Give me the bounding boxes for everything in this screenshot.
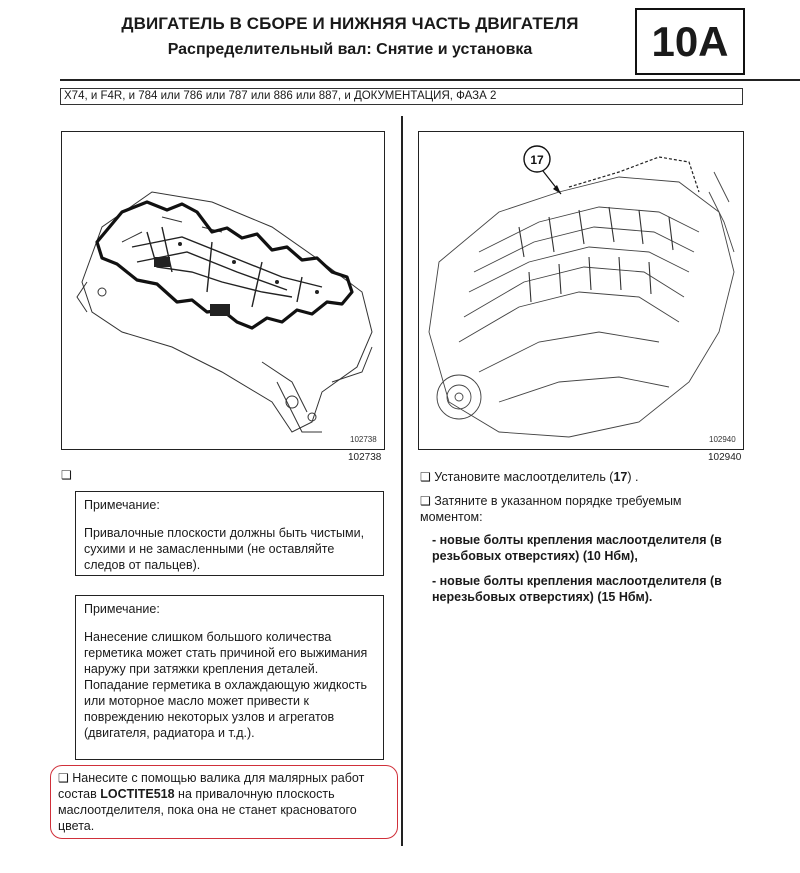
note-2-text: Нанесение слишком большого количества герметика может стать причиной его выжимания наружу при затяжки крепления деталей. Попадание герметика в охлаждающую жидкость или моторное масло может привести к повреждению некоторых узлов и агрегатов (двигателя, радиатора и т.д.). xyxy=(84,630,368,740)
callout-17-label: 17 xyxy=(530,153,544,167)
note-1-text: Привалочные плоскости должны быть чистыми, сухими и не замасленными (не оставляйте следов от пальцев). xyxy=(84,526,365,572)
section-code-badge: 10A xyxy=(635,8,745,75)
loctite-step-text-2: на привалочную плоскость маслоотделителя, пока она не станет красноватого цвета. xyxy=(58,787,357,833)
note-box-1 xyxy=(75,491,384,576)
engine-cover-illustration xyxy=(62,132,383,448)
loctite-product-name: LOCTITE518 xyxy=(100,787,175,801)
figure-ref-right: 102940 xyxy=(708,452,742,463)
applicability-line: X74, и F4R, и 784 или 786 или 787 или 886 или 887, и ДОКУМЕНТАЦИЯ, ФАЗА 2 xyxy=(60,88,743,105)
note-2-title: Примечание: xyxy=(84,602,160,616)
step-tighten xyxy=(420,493,720,525)
step1-text-2: ) . xyxy=(627,470,639,484)
note-1-title: Примечание: xyxy=(84,498,160,512)
figure-engine-oil-separator xyxy=(418,131,744,450)
step2-text: Затяните в указанном порядке требуемым моментом: xyxy=(420,494,682,524)
loctite-step-text-1: Нанесите с помощью валика для малярных работ состав xyxy=(58,771,365,801)
header-rule xyxy=(60,79,800,81)
step-install-separator xyxy=(420,469,750,485)
page-title: ДВИГАТЕЛЬ В СБОРЕ И НИЖНЯЯ ЧАСТЬ ДВИГАТЕЛЯ xyxy=(121,14,579,33)
loctite-step xyxy=(58,770,390,834)
checkbox-bullet: ❑ xyxy=(61,468,72,482)
page-subtitle: Распределительный вал: Снятие и установка xyxy=(167,41,533,58)
step1-ref-number: 17 xyxy=(613,470,628,484)
engine-assembly-illustration xyxy=(419,132,742,448)
step-checkbox-icon: ❑ xyxy=(58,771,69,785)
figure-ref-inner-right: 102940 xyxy=(709,435,736,444)
step1-checkbox-icon: ❑ xyxy=(420,470,431,484)
figure-ref-left: 102738 xyxy=(348,452,382,463)
figure-ref-inner: 102738 xyxy=(350,435,377,444)
step1-text-1: Установите маслоотделитель ( xyxy=(434,470,614,484)
torque-bullet-1: - новые болты крепления маслоотделителя (в резьбовых отверстиях) (10 Нбм), xyxy=(432,533,722,563)
column-divider xyxy=(401,116,403,846)
step2-checkbox-icon: ❑ xyxy=(420,494,431,508)
note-box-2 xyxy=(75,595,384,760)
figure-oil-separator-sealant xyxy=(61,131,385,450)
torque-bullet-2: - новые болты крепления маслоотделителя (в нерезьбовых отверстиях) (15 Нбм). xyxy=(432,574,722,604)
